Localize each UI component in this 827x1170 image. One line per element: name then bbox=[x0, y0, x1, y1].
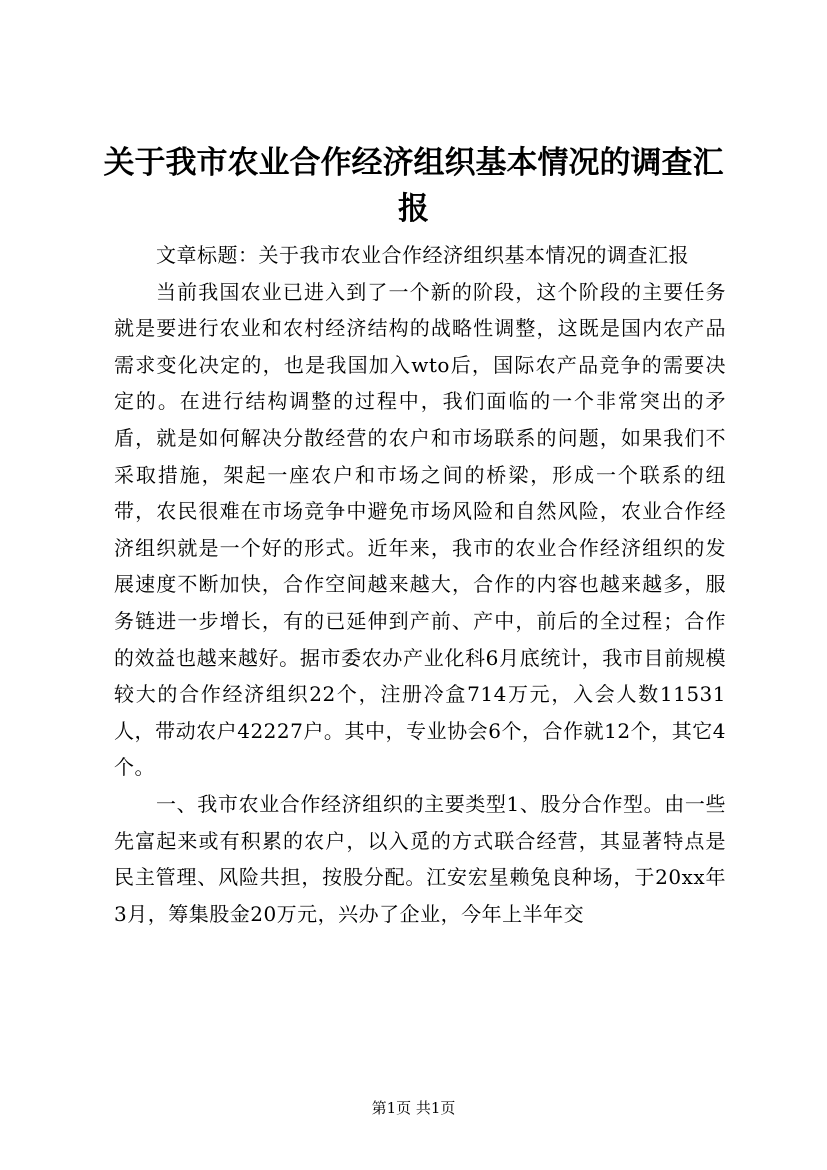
intro-paragraph: 当前我国农业已进入到了一个新的阶段，这个阶段的主要任务就是要进行农业和农村经济结构的战略性调整，这既是国内农产品需求变化决定的，也是我国加入wto后，国际农产品竞争的需要决定的。在进行结构调整的过程中，我们面临的一个非常突出的矛盾，就是如何解决分散经营的农户和市场联系的问题，如果我们不采取措施，架起一座农户和市场之间的桥梁，形成一个联系的纽带，农民很难在市场竞争中避免市场风险和自然风险，农业合作经济组织就是一个好的形式。近年来，我市的农业合作经济组织的发展速度不断加快，合作空间越来越大，合作的内容也越来越多，服务链进一步增长，有的已延伸到产前、产中，前后的全过程；合作的效益也越来越好。据市委农办产业化科6月底统计，我市目前规模较大的合作经济组织22个，注册冷盒714万元，入会人数11531人，带动农户42227户。其中，专业协会6个，合作就12个，其它4个。 bbox=[114, 279, 726, 780]
document-body bbox=[114, 237, 726, 932]
document-title: 关于我市农业合作经济组织基本情况的调查汇报 bbox=[103, 145, 724, 227]
section-one-paragraph: 一、我市农业合作经济组织的主要类型1、股分合作型。由一些先富起来或有积累的农户，以入觅的方式联合经营，其显著特点是民主管理、风险共担，按股分配。江安宏星赖兔良种场，于20xx年3月，筹集股金20万元，兴办了企业，今年上半年交 bbox=[114, 791, 726, 926]
page-number-footer: 第1页 共1页 bbox=[371, 1099, 456, 1117]
article-title-line: 文章标题：关于我市农业合作经济组织基本情况的调查汇报 bbox=[156, 243, 689, 267]
